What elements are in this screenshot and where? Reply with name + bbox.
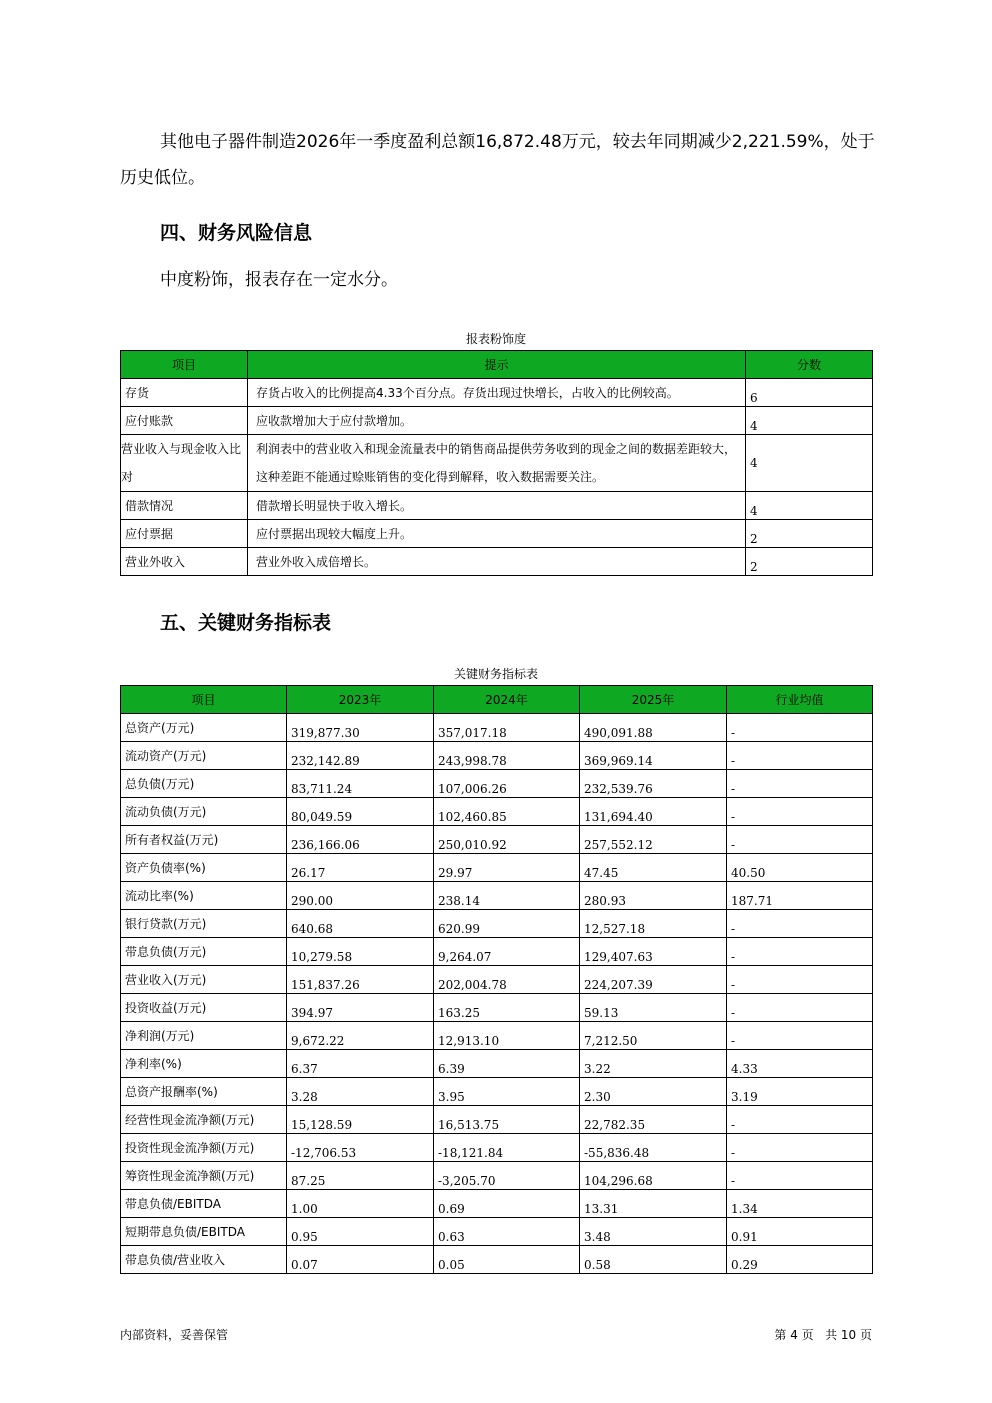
- kpi-2024: 3.95: [434, 1078, 580, 1106]
- risk-hint: 存货占收入的比例提高4.33个百分点。存货出现过快增长，占收入的比例较高。: [248, 379, 746, 407]
- risk-score: 4: [746, 407, 873, 435]
- table-row: [121, 1078, 873, 1106]
- kpi-item: 总资产(万元): [121, 714, 287, 742]
- kpi-2024: -18,121.84: [434, 1134, 580, 1162]
- table-row: [121, 938, 873, 966]
- intro-line-1: 其他电子器件制造2026年一季度盈利总额16,872.48万元，较去年同期减少2,221.59%，处于: [160, 132, 875, 152]
- kpi-industry-avg: 0.91: [727, 1218, 873, 1246]
- table-row: [121, 435, 873, 492]
- kpi-2024: 12,913.10: [434, 1022, 580, 1050]
- risk-item: 应付票据: [121, 520, 248, 548]
- kpi-industry-avg: -: [727, 798, 873, 826]
- kpi-header-item: 项目: [121, 686, 287, 714]
- kpi-2023: 83,711.24: [287, 770, 434, 798]
- kpi-industry-avg: 40.50: [727, 854, 873, 882]
- kpi-header-2023: 2023年: [287, 686, 434, 714]
- kpi-2024: 163.25: [434, 994, 580, 1022]
- risk-table: [120, 350, 873, 576]
- section-4-heading: 四、财务风险信息: [160, 222, 313, 244]
- kpi-2023: 0.95: [287, 1218, 434, 1246]
- table-row: [121, 379, 873, 407]
- kpi-item: 净利润(万元): [121, 1022, 287, 1050]
- kpi-2023: 232,142.89: [287, 742, 434, 770]
- kpi-2025: 104,296.68: [580, 1162, 727, 1190]
- kpi-item: 带息负债(万元): [121, 938, 287, 966]
- kpi-2023: 15,128.59: [287, 1106, 434, 1134]
- kpi-table-body: [121, 714, 873, 1274]
- risk-header-item: 项目: [121, 351, 248, 379]
- kpi-2025: 224,207.39: [580, 966, 727, 994]
- risk-score: 2: [746, 520, 873, 548]
- kpi-2025: 47.45: [580, 854, 727, 882]
- risk-hint: 应收款增加大于应付款增加。: [248, 407, 746, 435]
- kpi-industry-avg: 0.29: [727, 1246, 873, 1274]
- kpi-item: 营业收入(万元): [121, 966, 287, 994]
- kpi-table: [120, 685, 873, 1274]
- kpi-industry-avg: 3.19: [727, 1078, 873, 1106]
- table-row: [121, 714, 873, 742]
- kpi-item: 经营性现金流净额(万元): [121, 1106, 287, 1134]
- table-row: [121, 1190, 873, 1218]
- kpi-2023: 640.68: [287, 910, 434, 938]
- kpi-2025: 280.93: [580, 882, 727, 910]
- kpi-2025: 2.30: [580, 1078, 727, 1106]
- table-row: [121, 407, 873, 435]
- kpi-industry-avg: -: [727, 1134, 873, 1162]
- table-row: [121, 770, 873, 798]
- kpi-header-2024: 2024年: [434, 686, 580, 714]
- table-row: [121, 1162, 873, 1190]
- table-row: [121, 798, 873, 826]
- kpi-table-caption: 关键财务指标表: [453, 667, 538, 681]
- kpi-2023: 236,166.06: [287, 826, 434, 854]
- kpi-header-industry-avg: 行业均值: [727, 686, 873, 714]
- risk-item: 应付账款: [121, 407, 248, 435]
- kpi-2024: 9,264.07: [434, 938, 580, 966]
- table-row: [121, 882, 873, 910]
- intro-paragraph: [120, 124, 880, 196]
- kpi-2025: 3.22: [580, 1050, 727, 1078]
- risk-hint: 应付票据出现较大幅度上升。: [248, 520, 746, 548]
- kpi-item: 银行贷款(万元): [121, 910, 287, 938]
- kpi-2025: 129,407.63: [580, 938, 727, 966]
- kpi-2024: 107,006.26: [434, 770, 580, 798]
- kpi-2023: 6.37: [287, 1050, 434, 1078]
- kpi-2024: 250,010.92: [434, 826, 580, 854]
- section-5-heading: 五、关键财务指标表: [160, 612, 332, 634]
- kpi-2023: 319,877.30: [287, 714, 434, 742]
- risk-hint: 利润表中的营业收入和现金流量表中的销售商品提供劳务收到的现金之间的数据差距较大，这种差距不能通过赊账销售的变化得到解释，收入数据需要关注。: [248, 435, 746, 492]
- kpi-item: 总资产报酬率(%): [121, 1078, 287, 1106]
- kpi-industry-avg: -: [727, 742, 873, 770]
- kpi-2023: 80,049.59: [287, 798, 434, 826]
- kpi-2024: 357,017.18: [434, 714, 580, 742]
- table-row: [121, 548, 873, 576]
- intro-line-2: 历史低位。: [120, 168, 205, 188]
- table-row: [121, 1050, 873, 1078]
- kpi-2023: 0.07: [287, 1246, 434, 1274]
- risk-item: 存货: [121, 379, 248, 407]
- kpi-2025: 22,782.35: [580, 1106, 727, 1134]
- footer-page-number: 第 4 页 共 10 页: [774, 1328, 872, 1342]
- kpi-2023: 3.28: [287, 1078, 434, 1106]
- kpi-2023: 394.97: [287, 994, 434, 1022]
- kpi-2023: -12,706.53: [287, 1134, 434, 1162]
- table-row: [121, 520, 873, 548]
- kpi-industry-avg: -: [727, 994, 873, 1022]
- kpi-industry-avg: 1.34: [727, 1190, 873, 1218]
- kpi-industry-avg: -: [727, 1022, 873, 1050]
- kpi-item: 投资性现金流净额(万元): [121, 1134, 287, 1162]
- kpi-2023: 9,672.22: [287, 1022, 434, 1050]
- kpi-2025: 232,539.76: [580, 770, 727, 798]
- kpi-industry-avg: -: [727, 1106, 873, 1134]
- risk-item: 营业收入与现金收入比对: [121, 435, 248, 492]
- kpi-item: 资产负债率(%): [121, 854, 287, 882]
- kpi-2024: 0.69: [434, 1190, 580, 1218]
- kpi-2023: 10,279.58: [287, 938, 434, 966]
- kpi-header-2025: 2025年: [580, 686, 727, 714]
- kpi-2023: 26.17: [287, 854, 434, 882]
- kpi-2024: 243,998.78: [434, 742, 580, 770]
- kpi-industry-avg: -: [727, 938, 873, 966]
- table-row: [121, 1134, 873, 1162]
- kpi-item: 所有者权益(万元): [121, 826, 287, 854]
- kpi-2024: 0.05: [434, 1246, 580, 1274]
- kpi-2025: -55,836.48: [580, 1134, 727, 1162]
- kpi-2023: 87.25: [287, 1162, 434, 1190]
- risk-score: 6: [746, 379, 873, 407]
- kpi-item: 带息负债/营业收入: [121, 1246, 287, 1274]
- kpi-item: 净利率(%): [121, 1050, 287, 1078]
- kpi-2024: 16,513.75: [434, 1106, 580, 1134]
- kpi-2024: -3,205.70: [434, 1162, 580, 1190]
- table-row: [121, 1246, 873, 1274]
- kpi-item: 短期带息负债/EBITDA: [121, 1218, 287, 1246]
- kpi-2024: 102,460.85: [434, 798, 580, 826]
- risk-summary: 中度粉饰，报表存在一定水分。: [160, 270, 398, 290]
- table-row: [121, 742, 873, 770]
- kpi-2024: 620.99: [434, 910, 580, 938]
- kpi-item: 投资收益(万元): [121, 994, 287, 1022]
- kpi-2025: 131,694.40: [580, 798, 727, 826]
- kpi-industry-avg: -: [727, 966, 873, 994]
- kpi-industry-avg: 187.71: [727, 882, 873, 910]
- kpi-2023: 290.00: [287, 882, 434, 910]
- kpi-industry-avg: -: [727, 1162, 873, 1190]
- kpi-2024: 202,004.78: [434, 966, 580, 994]
- kpi-2025: 12,527.18: [580, 910, 727, 938]
- kpi-2023: 1.00: [287, 1190, 434, 1218]
- kpi-2025: 0.58: [580, 1246, 727, 1274]
- kpi-item: 流动资产(万元): [121, 742, 287, 770]
- kpi-2025: 3.48: [580, 1218, 727, 1246]
- kpi-industry-avg: -: [727, 910, 873, 938]
- kpi-2024: 6.39: [434, 1050, 580, 1078]
- table-row: [121, 1218, 873, 1246]
- kpi-2023: 151,837.26: [287, 966, 434, 994]
- risk-header-score: 分数: [746, 351, 873, 379]
- risk-item: 营业外收入: [121, 548, 248, 576]
- risk-hint: 借款增长明显快于收入增长。: [248, 492, 746, 520]
- kpi-2024: 29.97: [434, 854, 580, 882]
- kpi-2024: 238.14: [434, 882, 580, 910]
- kpi-2025: 257,552.12: [580, 826, 727, 854]
- risk-table-header: [121, 351, 873, 379]
- kpi-industry-avg: -: [727, 714, 873, 742]
- table-row: [121, 1022, 873, 1050]
- risk-score: 4: [746, 435, 873, 492]
- kpi-2025: 59.13: [580, 994, 727, 1022]
- kpi-item: 流动比率(%): [121, 882, 287, 910]
- table-row: [121, 826, 873, 854]
- footer-confidential: 内部资料，妥善保管: [120, 1328, 229, 1342]
- table-row: [121, 966, 873, 994]
- table-row: [121, 1106, 873, 1134]
- kpi-industry-avg: -: [727, 770, 873, 798]
- table-row: [121, 854, 873, 882]
- risk-table-caption: 报表粉饰度: [465, 332, 526, 346]
- kpi-2025: 369,969.14: [580, 742, 727, 770]
- kpi-table-header: [121, 686, 873, 714]
- kpi-item: 流动负债(万元): [121, 798, 287, 826]
- kpi-item: 带息负债/EBITDA: [121, 1190, 287, 1218]
- risk-hint: 营业外收入成倍增长。: [248, 548, 746, 576]
- kpi-2025: 7,212.50: [580, 1022, 727, 1050]
- kpi-2024: 0.63: [434, 1218, 580, 1246]
- kpi-item: 总负债(万元): [121, 770, 287, 798]
- risk-header-hint: 提示: [248, 351, 746, 379]
- kpi-item: 筹资性现金流净额(万元): [121, 1162, 287, 1190]
- kpi-2025: 13.31: [580, 1190, 727, 1218]
- table-row: [121, 994, 873, 1022]
- table-row: [121, 492, 873, 520]
- table-row: [121, 910, 873, 938]
- risk-score: 2: [746, 548, 873, 576]
- risk-item: 借款情况: [121, 492, 248, 520]
- kpi-2025: 490,091.88: [580, 714, 727, 742]
- risk-score: 4: [746, 492, 873, 520]
- kpi-industry-avg: -: [727, 826, 873, 854]
- kpi-industry-avg: 4.33: [727, 1050, 873, 1078]
